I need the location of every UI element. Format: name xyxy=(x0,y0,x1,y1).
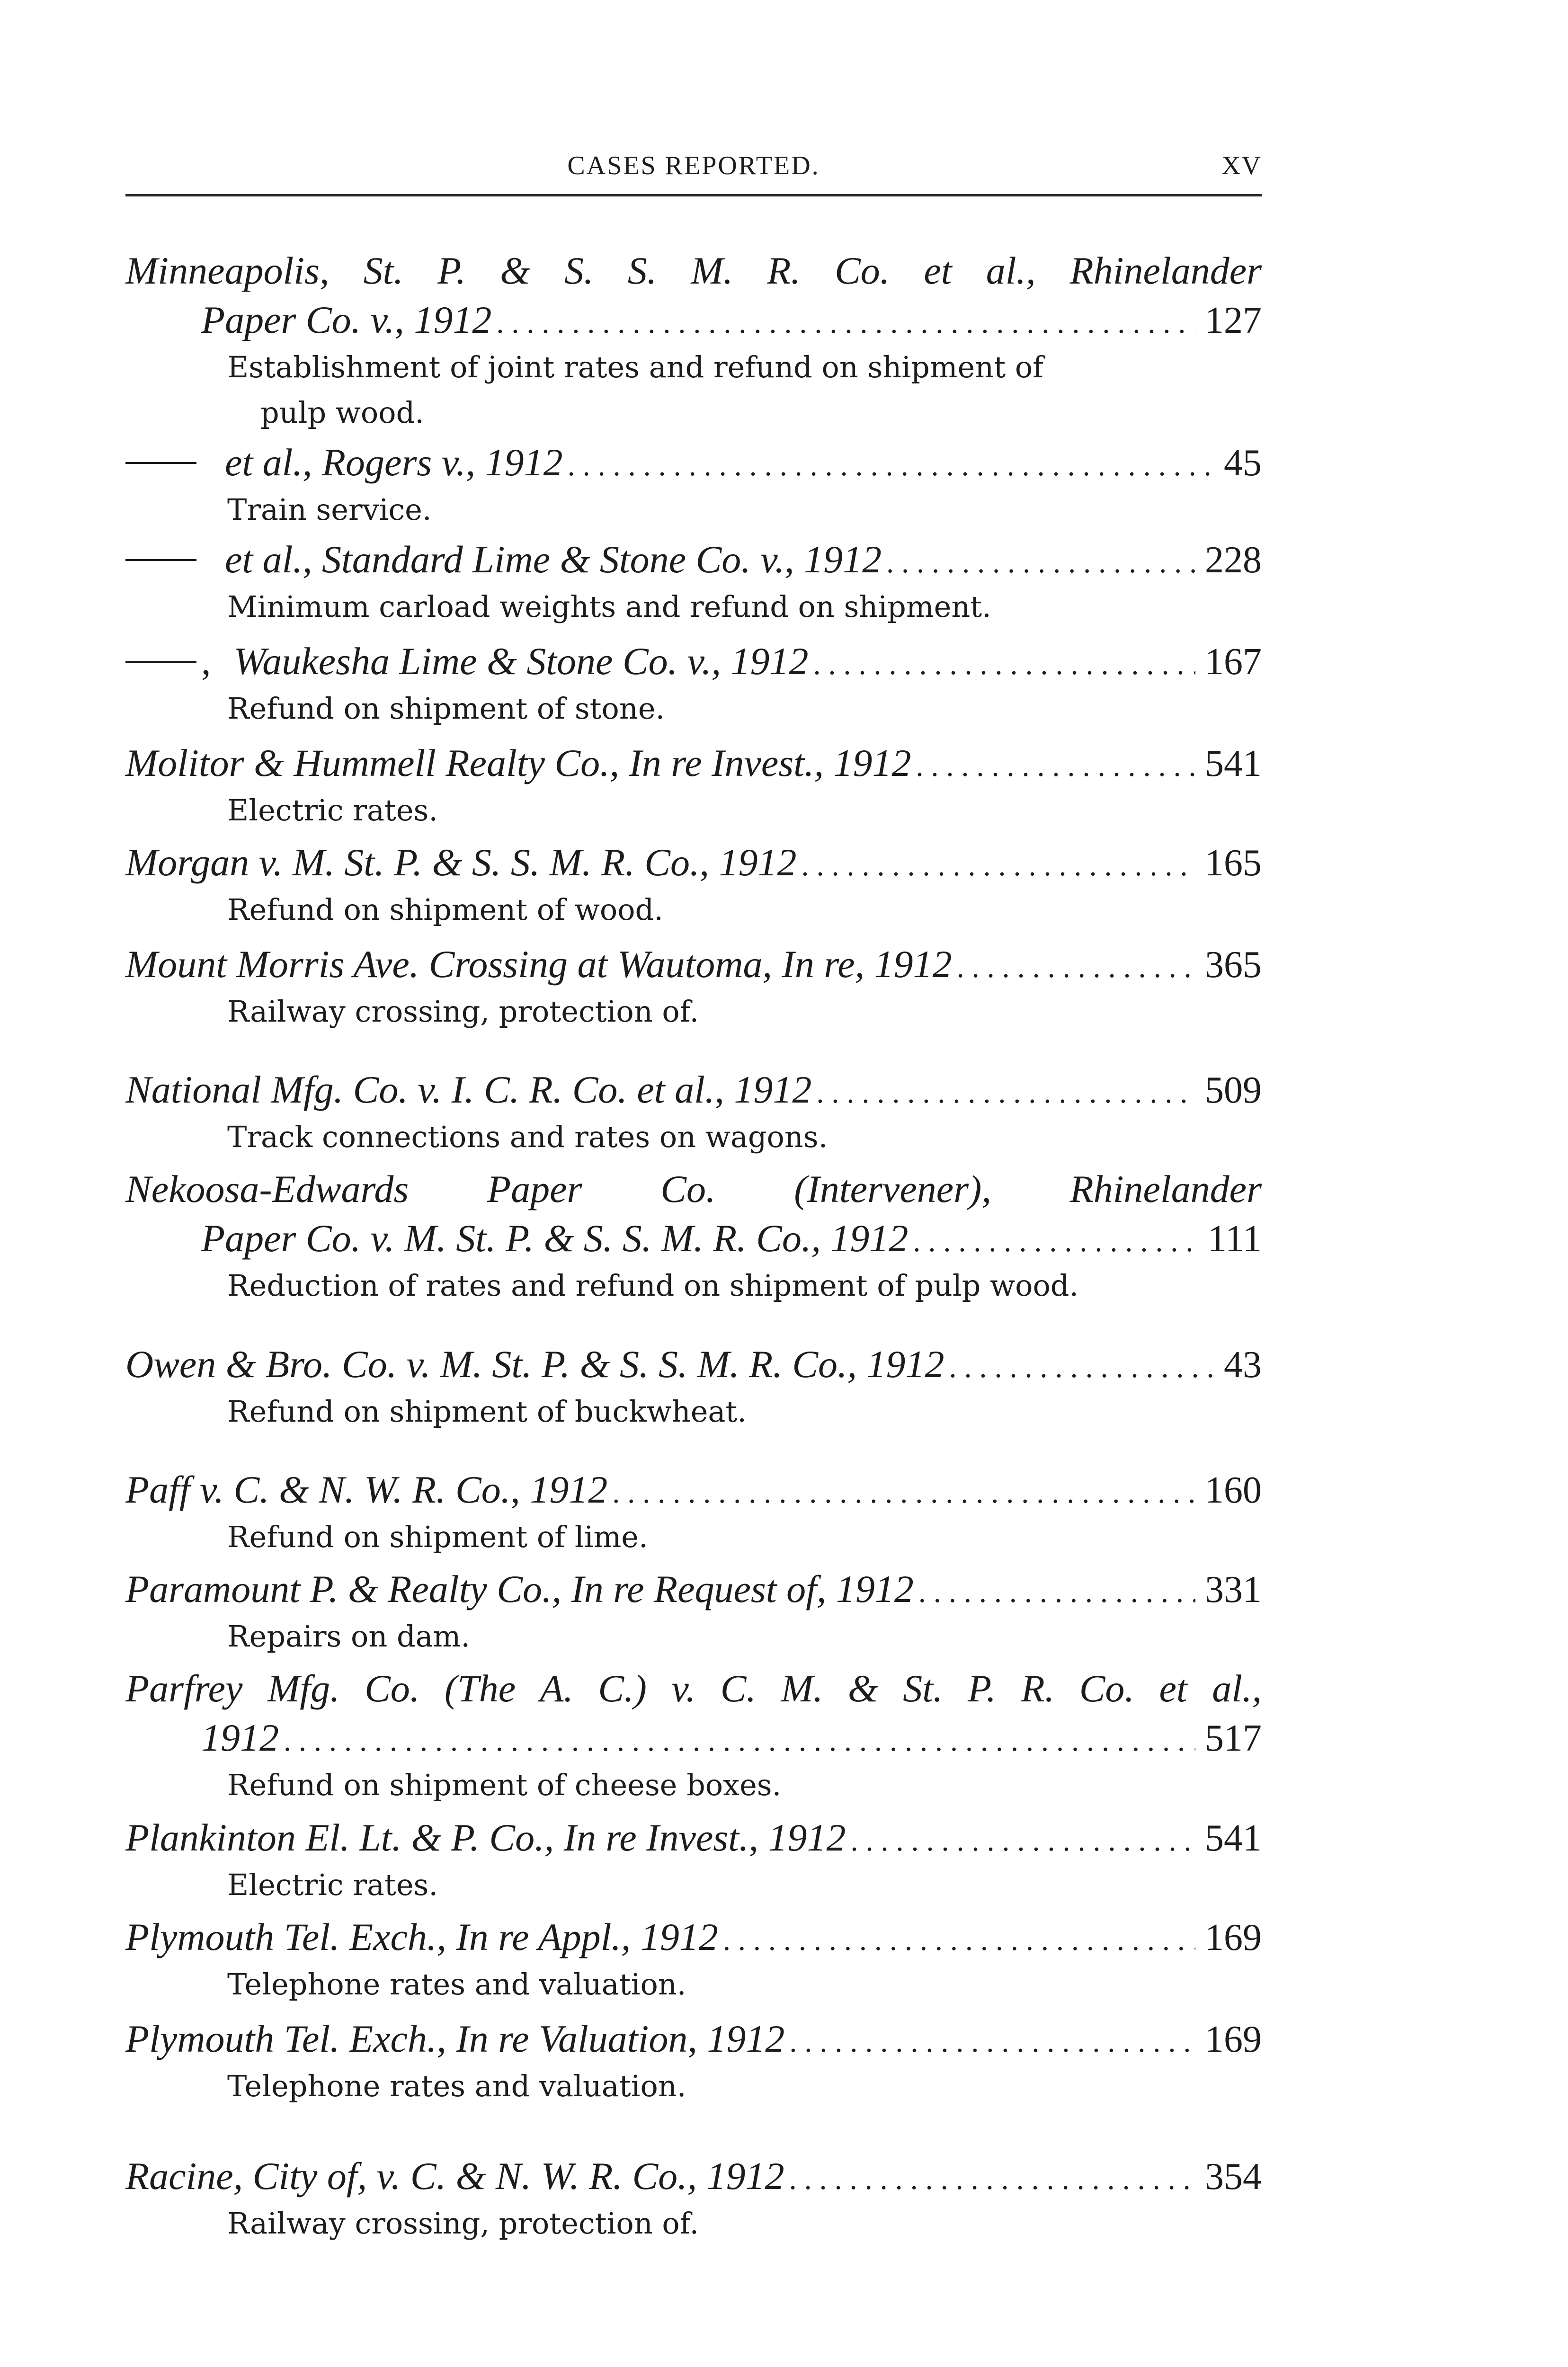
case-name: Molitor & Hummell Realty Co., In re Invest., 1912 xyxy=(125,741,911,784)
case-title-line xyxy=(125,838,1262,887)
page-reference: 169 xyxy=(1205,2019,1262,2060)
case-subject: Refund on shipment of wood. xyxy=(227,892,663,927)
case-name: Paramount P. & Realty Co., In re Request of, 1912 xyxy=(125,1567,914,1611)
case-title-line xyxy=(125,1065,1262,1114)
case-title-line xyxy=(125,535,1262,584)
case-entry xyxy=(125,838,1262,933)
case-name: et al., Standard Lime & Stone Co. v., 1912 xyxy=(225,538,882,581)
case-name: Plymouth Tel. Exch., In re Appl., 1912 xyxy=(125,1915,718,1958)
case-subject: Refund on shipment of cheese boxes. xyxy=(227,1768,782,1802)
case-subject: Railway crossing, protection of. xyxy=(227,994,699,1029)
running-header xyxy=(125,142,1262,196)
case-subject: Electric rates. xyxy=(227,793,438,828)
case-title-line xyxy=(125,1913,1262,1962)
case-subject: Repairs on dam. xyxy=(227,1619,471,1654)
page-reference: 160 xyxy=(1205,1469,1262,1511)
case-name: Nekoosa-Edwards Paper Co. (Intervener), Rhinelander xyxy=(125,1167,1262,1210)
case-title-line xyxy=(125,246,1262,295)
dot-leader xyxy=(850,1813,1195,1865)
page-reference: 517 xyxy=(1205,1717,1262,1759)
case-title-line xyxy=(125,1214,1262,1263)
case-subject: Refund on shipment of lime. xyxy=(227,1520,648,1554)
case-subject: Railway crossing, protection of. xyxy=(227,2206,699,2241)
dot-leader xyxy=(957,940,1195,992)
case-name: Waukesha Lime & Stone Co. v., 1912 xyxy=(233,640,809,683)
case-entry xyxy=(125,739,1262,833)
dot-leader xyxy=(886,535,1195,587)
case-name: Plymouth Tel. Exch., In re Valuation, 1912 xyxy=(125,2017,785,2060)
case-title-line xyxy=(125,940,1262,989)
page-reference: 165 xyxy=(1205,842,1262,884)
page-reference: 111 xyxy=(1207,1218,1262,1260)
case-title-line xyxy=(125,637,1262,686)
case-title-line xyxy=(125,1813,1262,1862)
dot-leader xyxy=(813,637,1195,689)
case-title-line xyxy=(125,739,1262,788)
case-title-line xyxy=(125,2152,1262,2201)
case-entry xyxy=(125,1340,1262,1434)
case-entry xyxy=(125,246,1262,436)
case-title-line xyxy=(125,1664,1262,1713)
dot-leader xyxy=(918,1565,1195,1617)
case-subject: Establishment of joint rates and refund on shipment of xyxy=(227,350,1044,384)
page-reference: 541 xyxy=(1205,1817,1262,1859)
page-reference: 169 xyxy=(1205,1917,1262,1958)
page-reference: 354 xyxy=(1205,2156,1262,2198)
dot-leader xyxy=(816,1065,1195,1117)
case-entry xyxy=(125,940,1262,1034)
case-title-line xyxy=(125,1565,1262,1614)
dot-leader xyxy=(916,739,1195,791)
case-name: Paper Co. v., 1912 xyxy=(201,298,492,341)
case-title-line xyxy=(125,1713,1262,1762)
case-subject: Reduction of rates and refund on shipment of pulp wood. xyxy=(227,1268,1079,1303)
case-entry xyxy=(125,1813,1262,1908)
case-name: Morgan v. M. St. P. & S. S. M. R. Co., 1912 xyxy=(125,841,797,884)
case-entry xyxy=(125,2152,1262,2246)
dot-leader xyxy=(568,438,1214,490)
case-name: Mount Morris Ave. Crossing at Wautoma, In re, 1912 xyxy=(125,943,952,986)
case-name: Minneapolis, St. P. & S. S. M. R. Co. et al., Rhinelander xyxy=(125,249,1262,292)
page-reference: 331 xyxy=(1205,1569,1262,1611)
case-entry xyxy=(125,1165,1262,1308)
case-subject: Telephone rates and valuation. xyxy=(227,1967,686,2002)
case-entry xyxy=(125,1465,1262,1560)
dot-leader xyxy=(496,295,1195,347)
case-entry xyxy=(125,1664,1262,1808)
dot-leader xyxy=(612,1465,1195,1517)
case-entry xyxy=(125,637,1262,731)
case-title-line xyxy=(125,438,1262,487)
page-reference: 228 xyxy=(1205,539,1262,581)
page-reference: 167 xyxy=(1205,641,1262,683)
case-entry xyxy=(125,1913,1262,2007)
dot-leader xyxy=(801,838,1195,890)
page-reference: 541 xyxy=(1205,743,1262,784)
case-name: Owen & Bro. Co. v. M. St. P. & S. S. M. R. Co., 1912 xyxy=(125,1343,944,1386)
case-name: National Mfg. Co. v. I. C. R. Co. et al., 1912 xyxy=(125,1068,812,1111)
case-name: et al., Rogers v., 1912 xyxy=(225,441,563,484)
page-reference: 43 xyxy=(1224,1344,1262,1386)
case-entry xyxy=(125,535,1262,630)
case-subject: Track connections and rates on wagons. xyxy=(227,1120,828,1154)
case-title-line xyxy=(125,1165,1262,1214)
dot-leader xyxy=(789,2152,1195,2204)
case-entry xyxy=(125,1065,1262,1160)
case-name: Parfrey Mfg. Co. (The A. C.) v. C. M. & St. P. R. Co. et al., xyxy=(125,1667,1262,1710)
case-entry xyxy=(125,2014,1262,2109)
case-subject: Refund on shipment of buckwheat. xyxy=(227,1394,747,1429)
case-title-line xyxy=(125,1465,1262,1514)
dot-leader xyxy=(723,1913,1195,1965)
case-subject: Minimum carload weights and refund on shipment. xyxy=(227,589,991,624)
ditto-dash xyxy=(125,661,196,663)
case-subject: Electric rates. xyxy=(227,1868,438,1902)
case-subject: pulp wood. xyxy=(260,395,424,430)
case-name: 1912 xyxy=(201,1716,279,1759)
page-reference: 127 xyxy=(1205,300,1262,341)
case-entry xyxy=(125,438,1262,533)
case-name: Racine, City of, v. C. & N. W. R. Co., 1912 xyxy=(125,2154,784,2198)
page-reference: 365 xyxy=(1205,944,1262,986)
dot-leader xyxy=(789,2014,1195,2066)
case-entry xyxy=(125,1565,1262,1659)
ditto-dash xyxy=(125,559,196,561)
header-page-number: XV xyxy=(1221,151,1262,180)
case-subject: Telephone rates and valuation. xyxy=(227,2069,686,2103)
ditto-dash xyxy=(125,462,196,464)
case-title-line xyxy=(125,295,1262,345)
header-title: CASES REPORTED. xyxy=(567,151,820,180)
case-title-line xyxy=(125,2014,1262,2064)
case-subject: Train service. xyxy=(227,492,432,527)
dot-leader xyxy=(913,1214,1198,1266)
dot-leader xyxy=(284,1713,1195,1765)
case-name: Paff v. C. & N. W. R. Co., 1912 xyxy=(125,1468,608,1511)
case-name: Plankinton El. Lt. & P. Co., In re Invest., 1912 xyxy=(125,1816,846,1859)
page-reference: 509 xyxy=(1205,1069,1262,1111)
ditto-comma: , xyxy=(201,640,211,683)
case-name: Paper Co. v. M. St. P. & S. S. M. R. Co., 1912 xyxy=(201,1217,909,1260)
page-reference: 45 xyxy=(1224,442,1262,484)
case-subject: Refund on shipment of stone. xyxy=(227,691,665,726)
dot-leader xyxy=(949,1340,1214,1392)
case-title-line xyxy=(125,1340,1262,1389)
